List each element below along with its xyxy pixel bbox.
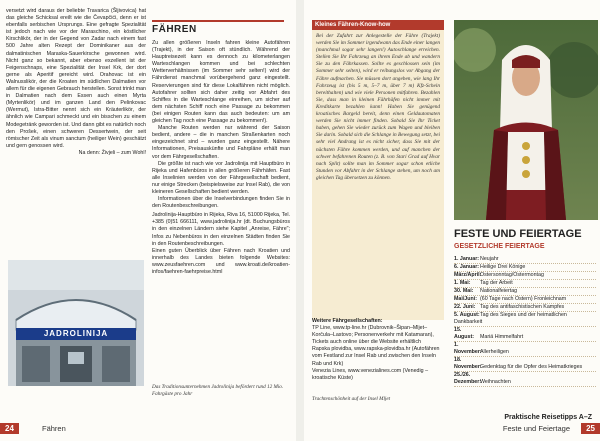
ferries-intro: Zu allen größeren Inseln fahren kleine Autofähren (Trajekt), in der Saison oft stündlich. Während der Hauptreisezeit kann es dennoch zu kilometerlangen Warteschlangen kommen und bei schlechten Wetterverhältnissen (im Sommer sehr selten!) wird der Fährdienst manchmal vorübergehend ganz eingestellt. Reservierungen sind für diese Lokalfähren nicht möglich. Autofahrer sollten sich daher zeitig vor Abfahrt des Schiffes in die Warteschlange einreihen, um sicher auf dem nächsten Schiff noch eine Passage zu bekommen (bei einigen Routen kann das auch bedeuten: um am gleichen Tag noch eine Passage zu bekommen!). — [152, 40, 290, 125]
jadrolinija-sign: JADROLINIJA — [43, 329, 109, 338]
holiday-list — [454, 256, 596, 387]
section-tagline: Praktische Reisetipps A–Z — [504, 414, 592, 421]
footer-label-left: Fähren — [42, 424, 66, 433]
section-heading-faehren: FÄHREN — [152, 20, 284, 35]
ferries-jadrolinija: Die größte ist nach wie vor Jadrolinija mit Hauptbüro in Rijeka und Hafenbüros in allen größeren Fährhäfen. Fast alle Inselinien werden von der Fährgesellschaft bedient, nur einige Strecken (beispielsweise zur Insel Rab), die von kleineren Gesellschaften bedient werden. — [152, 160, 290, 195]
more-ferries-title: Weitere Fährgesellschaften: — [312, 318, 383, 324]
ferries-info: Informationen über die Inselverbindungen finden Sie in den Routenbeschreibungen. — [152, 196, 290, 210]
drinks-paragraph: versetzt wird daraus der beliebte Travarica (Šljivovica) hat das gleiche Schicksal ereilt wie die Čevapčići, denn er ist ebenfalls serbischen Ursprungs. Eine gefragte Spezialität ist jedoch nach wie vor der Maraschino, ein köstlicher Kirschlikör, der in der Gegend von Zadar nach einem fast 500 Jahre alten Rezept der Dominikaner aus der dalmatinischen Maraska-Sauerkirsche gewonnen wird. Nicht ganz so bekannt, aber ebenso exzellent ist der Feigenschnaps, eine Spezialität der Insel Krk, der dort gerne als Aperitif gereicht wird. Orahovac ist ein Walnusslikör, der die Kroaten im südlichen Dalmatien vor allem für die eigenen Gebrauch herstellen. Sonst trinkt man in Dalmatien nach dem Essen auch einen Myrta (Myrtenlikör) und im ganzen Land den Pelinkovac (Wermut), Istra-Bitter nennt sich ein Kräuterlikör, der ähnlich wie Campari schmeckt und ein bisschen zu einem Modegetränk geworden ist. Und dann gibt es natürlich noch den Prošek, einen schweren Dessertwein, der seit römischer Zeit als vinum sanctum (heiliger Wein) geschätzt und gern genossen wird. — [6, 8, 146, 149]
holiday-row: 1. November:Allerheiligen — [454, 342, 596, 357]
holiday-row: Mai/Juni: (60 Tage nach Ostern) Fronleichnam — [454, 296, 596, 304]
holiday-row: 5. August:Tag des Sieges und der heimatlichen Dankbarkeit — [454, 312, 596, 327]
more-ferries-item: TP Line, www.tp-line.hr (Dubrovnik–Šipan–Mljet–Korčula–Lastovo; Personenverkehr mit Katamaran), Tickets auch online über die Website erhältlich — [312, 325, 434, 346]
left-page — [0, 0, 296, 441]
page-number-right: 25 — [581, 423, 600, 434]
ferries-contact-2: Einen guten Überblick über Fähren nach Kroatien und innerhalb des Landes bieten folgende Websites: www.zeusfaehren.com und www.kroati.de/kroatien-infos/faehren-faehrpreise.html — [152, 247, 290, 275]
holiday-row: 25./26. Dezember:Weihnachten — [454, 372, 596, 387]
more-ferries-item: Venezia Lines, www.venezialines.com (Venedig – kroatische Küste) — [312, 367, 429, 381]
knowhow-box-title: Kleines Fähren-Know-how — [315, 22, 391, 28]
office-illustration — [8, 260, 144, 386]
holiday-row: 15. August: Mariä Himmelfahrt — [454, 327, 596, 342]
book-gutter — [296, 0, 304, 441]
page-number-left: 24 — [0, 423, 19, 434]
knowhow-box-text: Bei der Zufahrt zur Anlegestelle der Fähre (Trajekt) werden Sie im Sommer irgendwann das Ende einer langen (manchmal sogar sehr langen!) Autoschlange erreichen. Stellen Sie Ihr Fahrzeug an ihrem Ende ab und wandern Sie zu den Fährkassen. Sollte es geschlossen sein (im Sommer sehr selten), wird er reibungslos vor Abgang der Fähre aufmachen. Sie müssen dort angeben, wie lang Ihr Fahrzeug ist (bis 5 m, 5–7 m, über 7 m) Kfz-Schein bereithalten) und wie viele Personen mitfahren. Bezahlen Sie, dass man in kleinen Fährhäfen nicht immer mit Kreditkarte bezahlen kann! Haben Sie genügend kroatisches Bargeld bereit, denn einen Geldautomaten werden Sie nicht immer finden. Sobald Sie Ihr Ticket haben, gehen Sie wieder zurück zum Wagen und bleiben Sie darin. Sobald sich die Schlange in Bewegung setzt, bei sehr viel Andrang ist es nicht sicher, dass Sie mit der nächsten Fähre kommen werden, und auf manchen der schwer befahrenen Routen (z. B. von Stari Grad auf Hvar nach Split) sollte man im Sommer sogar schon etliche Stunden vor Abfahrt in der Schlange stehen, um noch am gleichen Tag übersetzen zu können. — [316, 33, 440, 181]
ferries-routes: Manche Routen werden nur während der Saison bedient, andere – die in manchen Straßenkarten noch eingezeichnet sind – wurden ganz eingestellt. Nähere Informationen, Preisauskünfte und Fahrpläne erhält man vor dem Fährgesellschaften. — [152, 125, 290, 160]
photo-caption-right: Trachtenschönheit auf der Insel Mljet — [312, 396, 391, 402]
holiday-row: 18. November:Gedenktag für die Opfer des Heimatkrieges — [454, 357, 596, 372]
holiday-row: 1. Mai: Tag der Arbeit — [454, 280, 596, 288]
drinks-text-column — [6, 8, 146, 157]
drinks-cheers: Na denn: Živjeli – zum Wohl! — [78, 149, 146, 156]
holiday-row: 30. Mai: Nationalfeiertag — [454, 288, 596, 296]
footer-label-right: Feste und Feiertage — [502, 424, 570, 433]
traditional-costume-photo — [454, 20, 598, 220]
jadrolinija-office-photo — [8, 260, 144, 386]
holiday-row: 22. Juni: Tag des antifaschistischen Kampfes — [454, 304, 596, 312]
section-heading-feste: FESTE UND FEIERTAGE — [454, 228, 582, 240]
costume-illustration — [454, 20, 598, 220]
subheading-feiertage: GESETZLICHE FEIERTAGE — [454, 243, 545, 250]
photo-caption-left: Das Traditionsunternehmen Jadrolinija befördert rund 12 Mio. Fahrgäste pro Jahr — [152, 384, 284, 397]
ferries-contact-1: Jadrolinija-Hauptbüro in Rijeka, Riva 16, 51000 Rijeka, Tel. +385 (0)51 666111, www.jadrolinija.hr (dt. Buchungsbüros in den einzelnen Ländern siehe Kapitel „Anreise, Fähre"; Infos zu Nebenbüros in den einzelnen Städten finden Sie in den Routenbeschreibungen. — [152, 212, 290, 247]
more-ferries — [312, 318, 446, 382]
holiday-row: 6. Januar:Heilige Drei Könige — [454, 264, 596, 272]
holiday-row: März/April:Ostersonntag/Ostermontag — [454, 272, 596, 280]
ferries-text-column — [152, 40, 290, 276]
more-ferries-item: Rapska plovidba, www.rapska-plovidba.hr (Autofähren vom Festland zur Insel Rab und zwischen den Inseln Rab und Krk) — [312, 346, 440, 367]
right-page — [304, 0, 600, 441]
holiday-row: 1. Januar:Neujahr — [454, 256, 596, 264]
